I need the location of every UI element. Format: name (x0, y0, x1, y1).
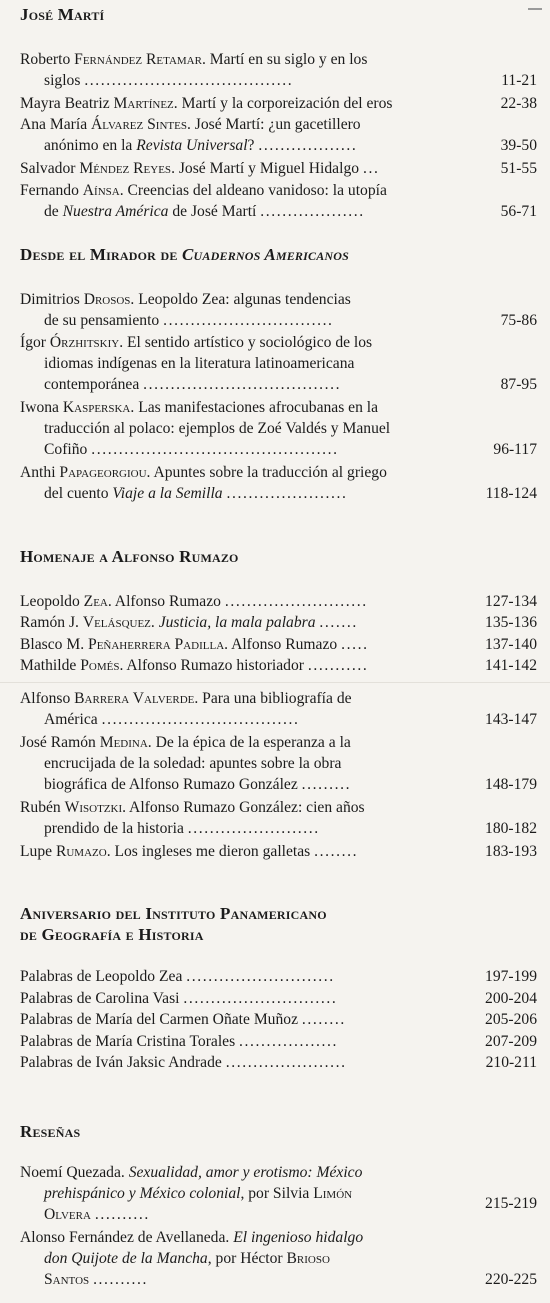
toc-entry[interactable]: Salvador Méndez Reyes. José Martí y Miguel Hidalgo ... 51-55 (20, 160, 537, 177)
toc-entry[interactable]: Lupe Rumazo. Los ingleses me dieron galletas ........ 183-193 (20, 843, 537, 860)
page-range: 207-209 (485, 1033, 537, 1050)
page-range: 137-140 (485, 636, 537, 653)
page-range: 39-50 (500, 137, 537, 154)
leader-dots: .................. (258, 137, 358, 154)
author-name: Méndez Reyes (79, 160, 172, 177)
page-range: 197-199 (485, 968, 537, 985)
page-range: 210-211 (485, 1054, 537, 1071)
leader-dots: .................................... (143, 376, 342, 393)
scan-seam (0, 682, 550, 683)
toc-entry[interactable]: Palabras de María Cristina Torales .................. 207-209 (20, 1033, 537, 1050)
section-title-jose-marti: José Martí (20, 5, 105, 24)
author-name: Olvera (44, 1206, 91, 1223)
author-name: Papageorgiou (59, 464, 147, 481)
toc-entry[interactable]: Dimitrios Drosos. Leopoldo Zea: algunas tendencias de su pensamiento ............................... 75-86 (20, 291, 537, 329)
toc-entry[interactable]: Palabras de María del Carmen Oñate Muñoz ........ 205-206 (20, 1011, 537, 1028)
toc-entry[interactable]: Fernando Aínsa. Creencias del aldeano vanidoso: la utopía de Nuestra América de José Martí ................... 56-71 (20, 182, 537, 220)
toc-entry[interactable]: Rubén Wisotzki. Alfonso Rumazo González: cien años prendido de la historia ........................ 180-182 (20, 799, 537, 837)
leader-dots: ............................................. (91, 441, 339, 458)
leader-dots: ........ (314, 843, 359, 860)
author-name: Drosos (83, 291, 131, 308)
author-name: Álvarez Sintes (91, 116, 187, 133)
page-range: 75-86 (500, 312, 537, 329)
author-name: Fernández Retamar (74, 51, 202, 68)
page-range: 148-179 (485, 776, 537, 793)
leader-dots: ..... (341, 636, 369, 653)
section-title-aniversario: Aniversario del Instituto Panamericano de Geografía e Historia (20, 904, 327, 944)
page-range: 51-55 (500, 160, 537, 177)
section-title-rumazo: Homenaje a Alfonso Rumazo (20, 547, 239, 566)
page-range: 56-71 (500, 203, 537, 220)
toc-entry[interactable]: Palabras de Leopoldo Zea ........................... 197-199 (20, 968, 537, 985)
leader-dots: ........................ (187, 820, 320, 837)
leader-dots: ...................................... (84, 72, 294, 89)
leader-dots: .......... (94, 1206, 150, 1223)
page-range: 220-225 (485, 1271, 537, 1288)
toc-entry[interactable]: José Ramón Medina. De la épica de la esperanza a la encrucijada de la soledad: apuntes sobre la obra biográfica de Alfonso Rumazo González ......... 148-179 (20, 734, 537, 793)
page-range: 183-193 (485, 843, 537, 860)
author-name: Brioso (286, 1250, 330, 1267)
toc-entry[interactable]: Alfonso Barrera Valverde. Para una bibliografía de América .................................... 143-147 (20, 690, 537, 728)
toc-entry[interactable]: Ramón J. Velásquez. Justicia, la mala palabra ....... 135-136 (20, 614, 537, 631)
leader-dots: .......... (93, 1271, 149, 1288)
author-name: Santos (44, 1271, 90, 1288)
page-range: 200-204 (485, 990, 537, 1007)
toc-entry[interactable]: Alonso Fernández de Avellaneda. El ingenioso hidalgo don Quijote de la Mancha, por Héctor Brioso Santos .......... 220-225 (20, 1229, 537, 1288)
leader-dots: ... (362, 160, 380, 177)
page-range: 96-117 (493, 441, 537, 458)
page-range: 141-142 (485, 657, 537, 674)
author-name: Aínsa (82, 182, 120, 199)
author-name: Peñaherrera Padilla (88, 636, 225, 653)
page-range: 215-219 (485, 1195, 537, 1212)
leader-dots: .................. (239, 1033, 339, 1050)
page-range: 127-134 (485, 593, 537, 610)
author-name: Kasperska (62, 399, 131, 416)
leader-dots: .................................... (101, 711, 300, 728)
page-range: 22-38 (500, 95, 537, 112)
page-range: 11-21 (501, 72, 537, 89)
page-range: 87-95 (500, 376, 537, 393)
toc-entry[interactable]: Blasco M. Peñaherrera Padilla. Alfonso Rumazo ..... 137-140 (20, 636, 537, 653)
leader-dots: ............................... (163, 312, 334, 329)
author-name: Pomés (80, 657, 120, 674)
author-name: Limón (313, 1185, 353, 1202)
author-name: Zea (83, 593, 108, 610)
leader-dots: ....... (319, 614, 358, 631)
author-name: Velásquez (82, 614, 151, 631)
page-range: 135-136 (485, 614, 537, 631)
author-name: Rumazo (55, 843, 107, 860)
toc-entry[interactable]: Noemí Quezada. Sexualidad, amor y erotismo: México prehispánico y México colonial, por Silvia Limón Olvera .......... 215-219 (20, 1164, 537, 1223)
toc-entry[interactable]: Mathilde Pomés. Alfonso Rumazo historiador ........... 141-142 (20, 657, 537, 674)
leader-dots: ............................ (183, 990, 338, 1007)
leader-dots: .......................... (224, 593, 368, 610)
corner-mark (528, 0, 542, 10)
leader-dots: ................... (260, 203, 365, 220)
author-name: Medina (99, 734, 148, 751)
toc-entry[interactable]: Roberto Fernández Retamar. Martí en su siglo y en los siglos ...................................... 11-21 (20, 51, 537, 89)
leader-dots: ...................... (225, 1054, 347, 1071)
page-range: 180-182 (485, 820, 537, 837)
section-title-resenas: Reseñas (20, 1122, 81, 1141)
author-name: Martínez (113, 95, 174, 112)
toc-entry[interactable]: Palabras de Iván Jaksic Andrade ...................... 210-211 (20, 1054, 537, 1071)
author-name: Órzhitskiy (49, 334, 120, 351)
page-range: 143-147 (485, 711, 537, 728)
page-range: 118-124 (485, 485, 537, 502)
author-name: Barrera Valverde (74, 690, 195, 707)
leader-dots: ........................... (186, 968, 335, 985)
toc-entry[interactable]: Mayra Beatriz Martínez. Martí y la corporeización del eros 22-38 (20, 95, 537, 112)
toc-entry[interactable]: Palabras de Carolina Vasi ............................ 200-204 (20, 990, 537, 1007)
toc-entry[interactable]: Ígor Órzhitskiy. El sentido artístico y sociológico de los idiomas indígenas en la literatura latinoamericana contemporánea .................................... 87-95 (20, 334, 537, 393)
toc-entry[interactable]: Leopoldo Zea. Alfonso Rumazo .......................... 127-134 (20, 593, 537, 610)
toc-entry[interactable]: Anthi Papageorgiou. Apuntes sobre la traducción al griego del cuento Viaje a la Semilla ...................... 118-124 (20, 464, 537, 502)
leader-dots: ......... (301, 776, 352, 793)
author-name: Wisotzki (64, 799, 123, 816)
toc-entry[interactable]: Ana María Álvarez Sintes. José Martí: ¿un gacetillero anónimo en la Revista Universal? .................. 39-50 (20, 116, 537, 154)
section-title-mirador: Desde el Mirador de Cuadernos Americanos (20, 245, 350, 264)
leader-dots: ...................... (226, 485, 348, 502)
page-range: 205-206 (485, 1011, 537, 1028)
leader-dots: ........ (301, 1011, 346, 1028)
toc-entry[interactable]: Iwona Kasperska. Las manifestaciones afrocubanas en la traducción al polaco: ejemplos de Zoé Valdés y Manuel Cofiño ............................................. 96-117 (20, 399, 537, 458)
leader-dots: ........... (307, 657, 369, 674)
